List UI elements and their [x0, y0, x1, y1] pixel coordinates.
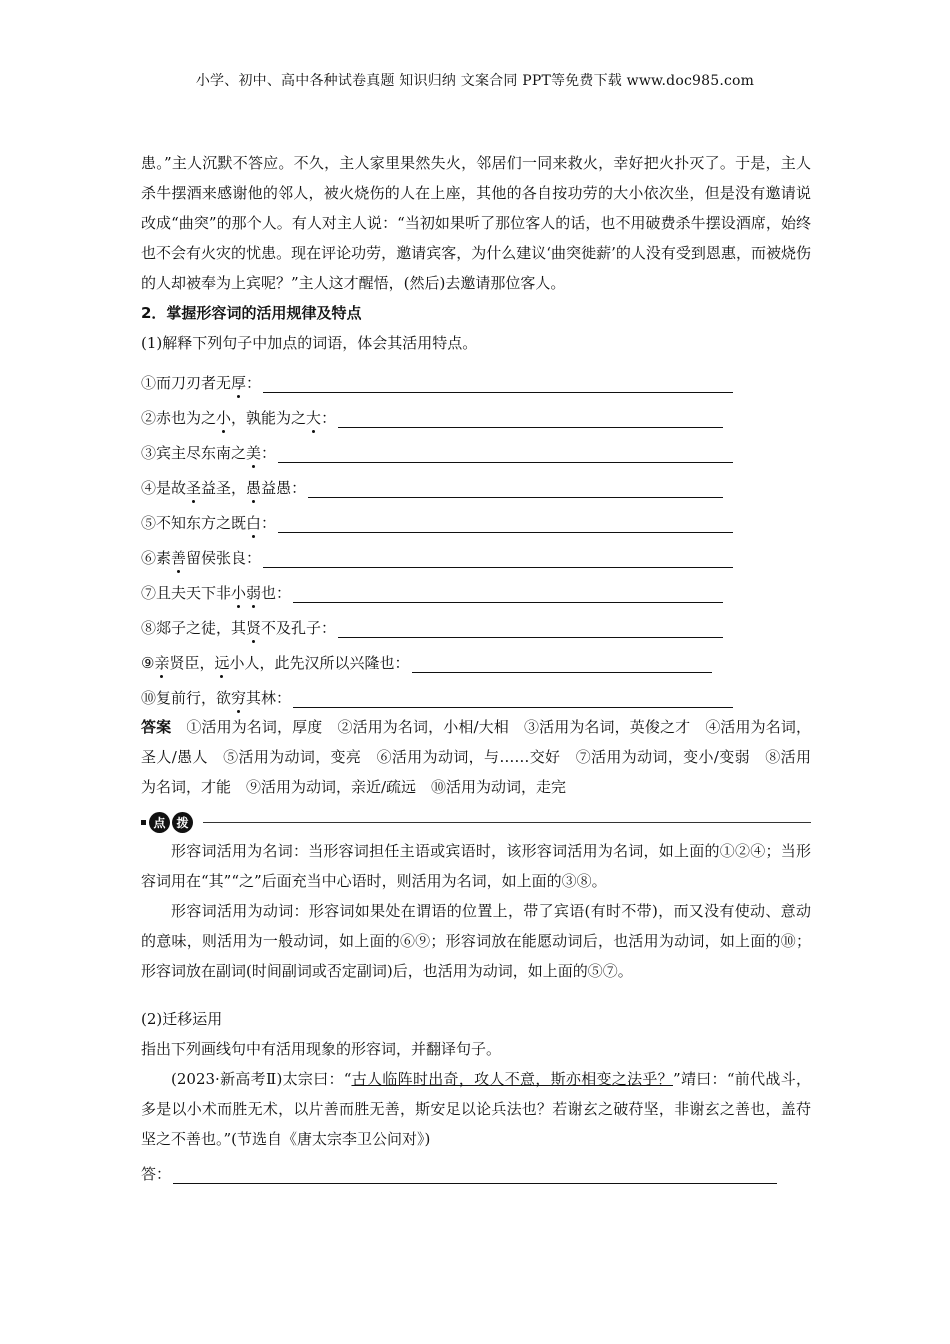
question-9: ⑨亲贤臣，远小人，此先汉所以兴隆也：: [141, 638, 811, 673]
dotted-word: 弱: [246, 584, 262, 602]
dotted-word: 远: [214, 654, 230, 672]
square-bullet-icon: [141, 820, 146, 825]
question-10: ⑩复前行，欲穷其林：: [141, 673, 811, 708]
question-6: ⑥素善留侯张良：: [141, 533, 811, 568]
part-2-instruction: 指出下列画线句中有活用现象的形容词，并翻译句子。: [141, 1040, 502, 1058]
answer-blank[interactable]: [338, 613, 723, 638]
document-body: [141, 148, 811, 1184]
question-2: ②赤也为之小，孰能为之大：: [141, 393, 811, 428]
divider: [203, 822, 811, 823]
dotted-word: 美: [246, 444, 262, 462]
dotted-word: 亲: [154, 654, 170, 672]
answer-blank[interactable]: [263, 543, 733, 568]
part-2-title: (2)迁移运用: [141, 1010, 223, 1028]
answer-blank[interactable]: [293, 578, 723, 603]
question-list: [141, 358, 811, 708]
passage: (2023·新高考Ⅱ)太宗曰：“古人临阵时出奇，攻人不意，斯亦相变之法乎？”靖曰：“前代战斗，多是以小术而胜无术，以片善而胜无善，斯安足以论兵法也？若谢玄之破苻坚，非谢玄之善也，盖苻坚之不善也。”(节选自《唐太宗李卫公问对》): [141, 1070, 811, 1148]
dotted-word: 愚: [246, 479, 262, 497]
dotted-word: 善: [171, 549, 187, 567]
question-1: ①而刀刃者无厚：: [141, 358, 811, 393]
question-8: ⑧郯子之徒，其贤不及孔子：: [141, 603, 811, 638]
question-5: ⑤不知东方之既白：: [141, 498, 811, 533]
tip-paragraph-2: 形容词活用为动词：形容词如果处在谓语的位置上，带了宾语(有时不带)，而又没有使动、意动的意味，则活用为一般动词，如上面的⑥⑨；形容词放在能愿动词后，也活用为动词，如上面的⑩；形容词放在副词(时间副词或否定副词)后，也活用为动词，如上面的⑤⑦。: [141, 902, 811, 980]
dotted-word: 穷: [231, 689, 247, 707]
dotted-word: 小: [231, 584, 247, 602]
answer-blank[interactable]: [173, 1161, 777, 1184]
answer-blank[interactable]: [338, 403, 723, 428]
tip-paragraph-1: 形容词活用为名词：当形容词担任主语或宾语时，该形容词活用为名词，如上面的①②④；当形容词用在“其”“之”后面充当中心语时，则活用为名词，如上面的③⑧。: [141, 842, 811, 890]
answer-blank[interactable]: [278, 438, 733, 463]
answer-blank[interactable]: [293, 683, 733, 708]
answer-text: ①活用为名词，厚度 ②活用为名词，小相/大相 ③活用为名词，英俊之才 ④活用为名词，圣人/愚人 ⑤活用为动词，变亮 ⑥活用为动词，与……交好 ⑦活用为动词，变小/变弱 ⑧活用为名词，才能 ⑨活用为动词，亲近/疏远 ⑩活用为动词，走完: [141, 718, 811, 796]
answer-label: 答案: [141, 718, 172, 736]
dotted-word: 厚: [231, 374, 247, 392]
answer-block: [141, 712, 811, 802]
tip-badge-bo: 拨: [172, 812, 193, 833]
dotted-word: 小: [216, 409, 232, 427]
answer-row: [141, 1154, 811, 1184]
question-3: ③宾主尽东南之美：: [141, 428, 811, 463]
tip-badge-dian: 点: [149, 812, 170, 833]
answer-blank[interactable]: [308, 473, 723, 498]
answer-blank[interactable]: [412, 648, 712, 673]
dotted-word: 大: [306, 409, 322, 427]
question-7: ⑦且夫天下非小弱也：: [141, 568, 811, 603]
answer-prompt: 答：: [141, 1165, 172, 1183]
intro-paragraph: 患。”主人沉默不答应。不久，主人家里果然失火，邻居们一同来救火，幸好把火扑灭了。于是，主人杀牛摆酒来感谢他的邻人，被火烧伤的人在上座，其他的各自按功劳的大小依次坐，但是没有邀请说改成“曲突”的那个人。有人对主人说：“当初如果听了那位客人的话，也不用破费杀牛摆设酒席，始终也不会有火灾的忧患。现在评论功劳，邀请宾客，为什么建议‘曲突徙薪’的人没有受到恩惠，而被烧伤的人却被奉为上宾呢？”主人这才醒悟，(然后)去邀请那位客人。: [141, 154, 811, 292]
answer-blank[interactable]: [263, 368, 733, 393]
answer-blank[interactable]: [278, 508, 733, 533]
section-2-title: 2．掌握形容词的活用规律及特点: [141, 304, 362, 322]
dotted-word: 白: [246, 514, 262, 532]
page-header: 小学、初中、高中各种试卷真题 知识归纳 文案合同 PPT等免费下载 www.doc985.com: [195, 73, 755, 89]
tip-header: [141, 808, 811, 836]
part-1-instruction: (1)解释下列句子中加点的词语，体会其活用特点。: [141, 334, 478, 352]
question-4: ④是故圣益圣，愚益愚：: [141, 463, 811, 498]
dotted-word: 贤: [246, 619, 262, 637]
underlined-sentence: 古人临阵时出奇，攻人不意，斯亦相变之法乎？: [351, 1070, 673, 1088]
dotted-word: 圣: [186, 479, 202, 497]
